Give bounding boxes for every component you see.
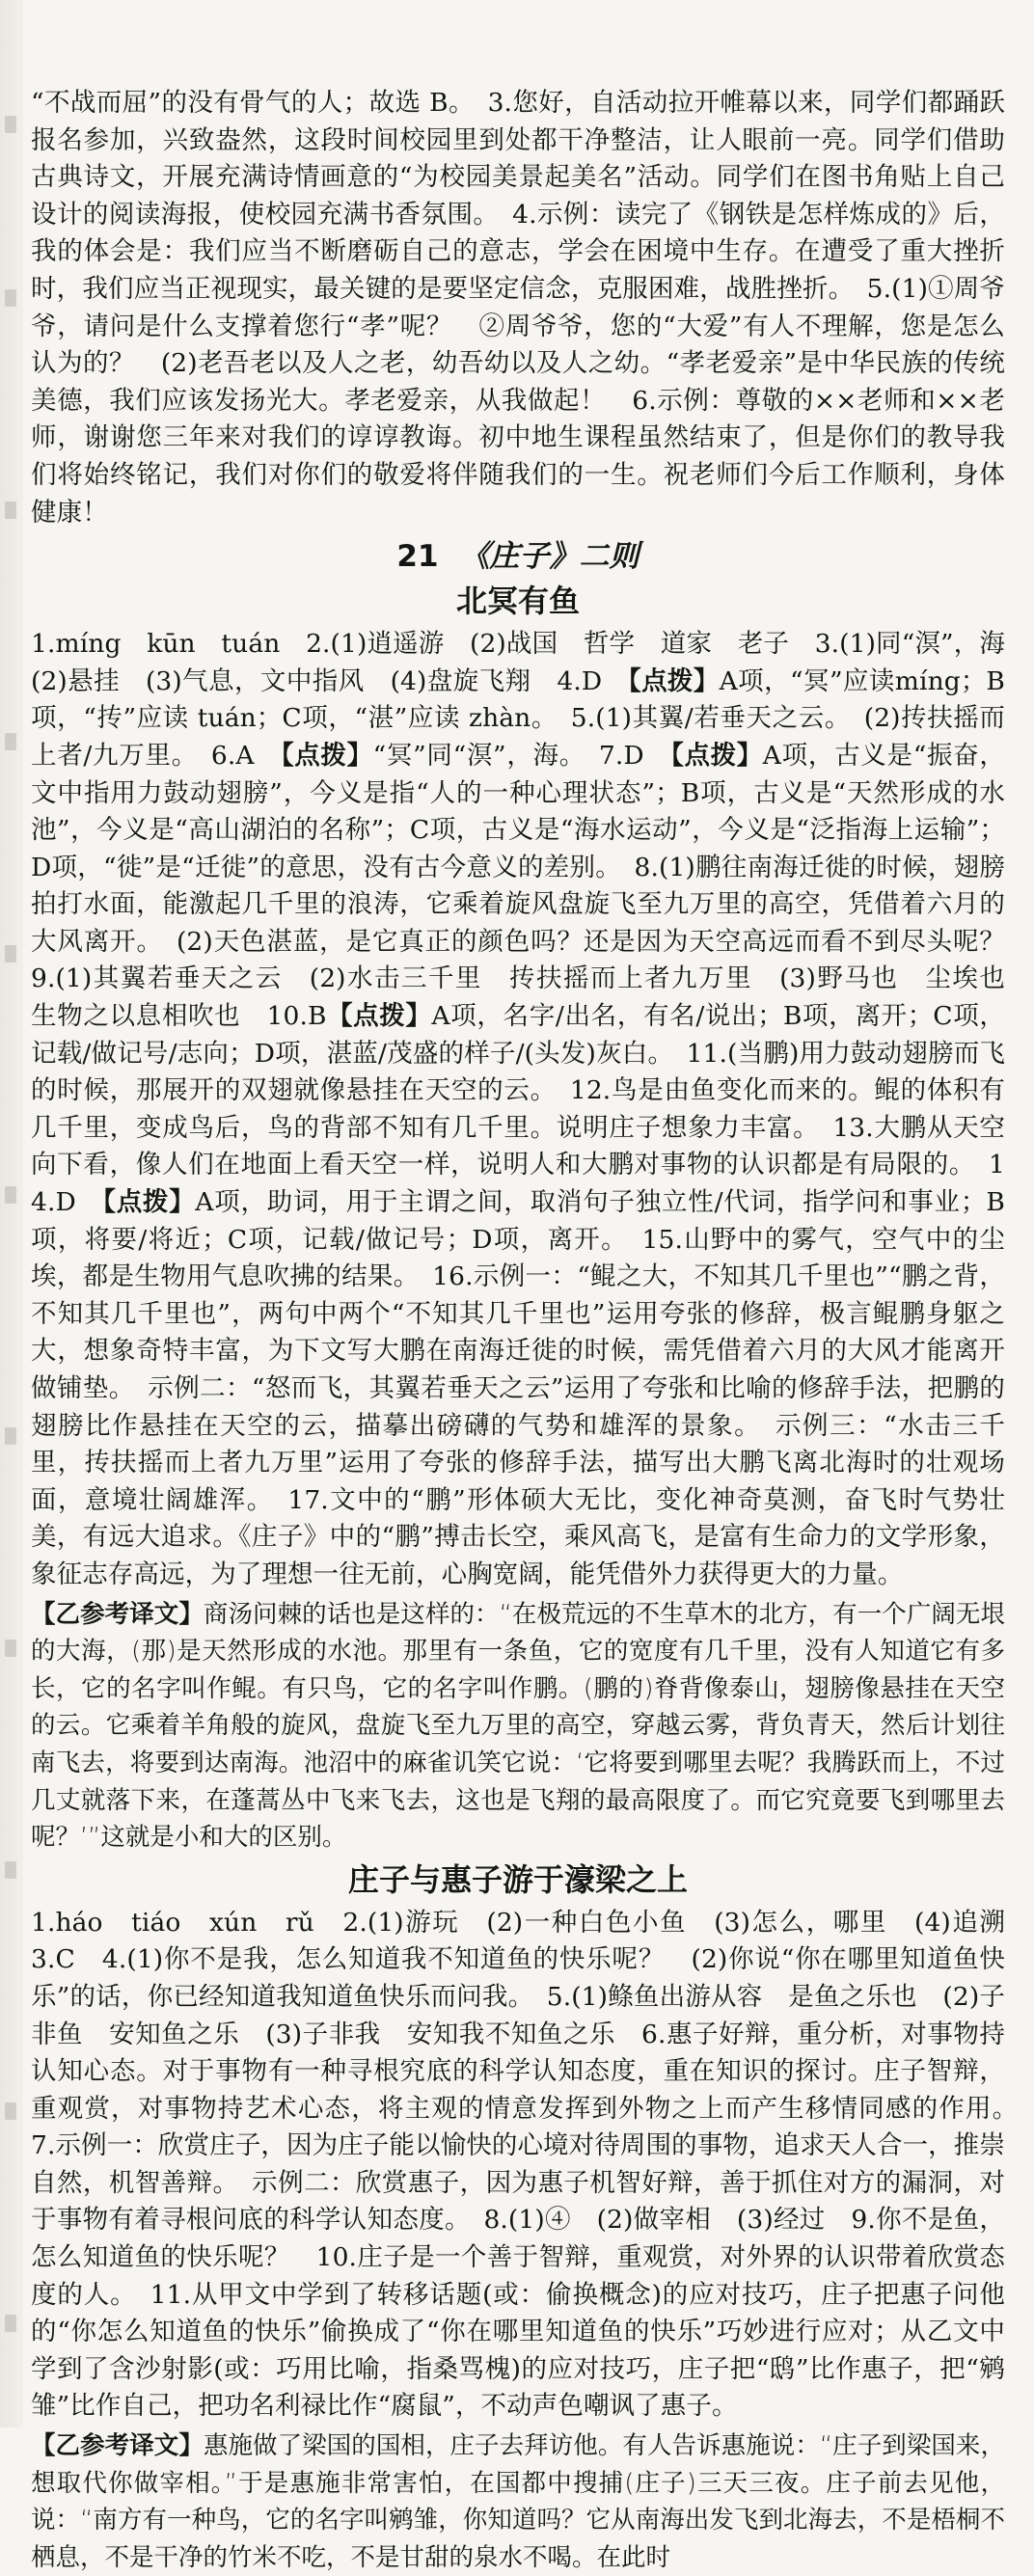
section-21-heading (31, 535, 1005, 578)
tip-badge: 【点拨】 (670, 740, 763, 771)
intro-text: “不战而屈”的没有骨气的人；故选 B。 3.您好，自活动拉开帷幕以来，同学们都踊跃报名参加，兴致盎然，这段时间校园里到处都干净整洁，让人眼前一亮。同学们借助古典诗文，开展充满诗情画意的“为校园美景起美名”活动。同学们在图书角贴上自己设计的阅读海报，使校园充满书香氛围。 4.示例：读完了《钢铁是怎样炼成的》后，我的体会是：我们应当不断磨砺自己的意志，学会在困境中生存。在遭受了重大挫折时，我们应当正视现实，最关键的是要坚定信念，克服困难，战胜挫折。 5.(1)①周爷爷，请问是什么支撑着您行“孝”呢？ ②周爷爷，您的“大爱”有人不理解，您是怎么认为的？ (2)老吾老以及人之老，幼吾幼以及人之幼。“孝老爱亲”是中华民族的传统美德，我们应该发扬光大。孝老爱亲，从我做起！ 6.示例：尊敬的××老师和××老师，谢谢您三年来对我们的谆谆教诲。初中地生课程虽然结束了，但是你们的教导我们将始终铭记，我们对你们的敬爱将伴随我们的一生。祝老师们今后工作顺利，身体健康！ (31, 88, 1005, 528)
part1-answers (31, 626, 1031, 1593)
section-number: 21 (396, 539, 439, 575)
part2-answers (31, 1905, 1031, 2426)
answer-text: “冥”同“溟”，海。 7.D (372, 740, 671, 771)
translation-text: 商汤问棘的话也是这样的：“在极荒远的不生草木的北方，有一个广阔无垠的大海，(那)是天然形成的水池。那里有一条鱼，它的宽度有几千里，没有人知道它有多长，它的名字叫作鲲。有只鸟，它的名字叫作鹏。(鹏的)脊背像泰山，翅膀像悬挂在天空的云。它乘着羊角般的旋风，盘旋飞至九万里的高空，穿越云雾，背负青天，然后计划往南飞去，将要到达南海。池沼中的麻雀讥笑它说：‘它将要到哪里去呢？我腾跃而上，不过几丈就落下来，在蓬蒿丛中飞来飞去，这也是飞翔的最高限度了。而它究竟要飞到哪里去呢？’”这就是小和大的区别。 (31, 1599, 1005, 1853)
tip-badge: 【点拨】 (281, 740, 373, 771)
part1-body (31, 626, 1031, 1593)
answer-text: A项，名字/出名，有名/说出；B项，离开；C项，记载/做记号/志向；D项，湛蓝/茂盛的样子/(头发)灰白。 11.(当鹏)用力鼓动翅膀而飞的时候，那展开的双翅就像悬挂在天空的云。 12.鸟是由鱼变化而来的。鲲的体积有几千里，变成鸟后，鸟的背部不知有几千里。说明庄子想象力丰富。 13.大鹏从天空向下看，像人们在地面上看天空一样，说明人和大鹏对事物的认识都是有局限的。 14.D (31, 1001, 1006, 1218)
translation-tag: 【乙参考译文】 (31, 2431, 204, 2461)
answer-page (31, 85, 1031, 2576)
binding-margin (0, 0, 23, 2427)
tip-badge: 【点拨】 (628, 665, 720, 696)
intro-answers (31, 85, 1005, 531)
translation-tag: 【乙参考译文】 (31, 1599, 204, 1629)
translation-text: 惠施做了梁国的国相，庄子去拜访他。有人告诉惠施说：“庄子到梁国来，想取代你做宰相。”于是惠施非常害怕，在国都中搜捕(庄子)三天三夜。庄子前去见他，说：“南方有一种鸟，它的名字叫鹓雏，你知道吗？它从南海出发飞到北海去，不是梧桐不栖息，不是干净的竹米不吃，不是甘甜的泉水不喝。在此时 (31, 2431, 1005, 2572)
part2-title: 庄子与惠子游于濠梁之上 (347, 1860, 688, 1898)
part2-body: 1.háo tiáo xún rǔ 2.(1)游玩 (2)一种白色小鱼 (3)怎么，哪里 (4)追溯 3.C 4.(1)你不是我，怎么知道我不知道鱼的快乐呢？ (2)你说“你在哪里知道鱼快乐”的话，你已经知道我知道鱼快乐而问我。 5.(1)鲦鱼出游从容 是鱼之乐也 (2)子非鱼 安知鱼之乐 (3)子非我 安知我不知鱼之乐 6.惠子好辩，重分析，对事物持认知心态。对于事物有一种寻根究底的科学认知态度，重在知识的探讨。庄子智辩，重观赏，对事物持艺术心态，将主观的情意发挥到外物之上而产生移情同感的作用。 7.示例一：欣赏庄子，因为庄子能以愉快的心境对待周围的事物，追求天人合一，推崇自然，机智善辩。 示例二：欣赏惠子，因为惠子机智好辩，善于抓住对方的漏洞，对于事物有着寻根问底的科学认知态度。 8.(1)④ (2)做宰相 (3)经过 9.你不是鱼，怎么知道鱼的快乐呢？ 10.庄子是一个善于智辩，重观赏，对外界的认识带着欣赏态度的人。 11.从甲文中学到了转移话题(或：偷换概念)的应对技巧，庄子把惠子问他的“你怎么知道鱼的快乐”偷换成了“你在哪里知道鱼的快乐”巧妙进行应对；从乙文中学到了含沙射影(或：巧用比喻，指桑骂槐)的应对技巧，庄子把“鸱”比作惠子，把“鹓雏”比作自己，把功名利禄比作“腐鼠”，不动声色嘲讽了惠子。 (31, 1907, 1031, 2422)
answer-text: A项，助词，用于主谓之间，取消句子独立性/代词，指学问和事业；B项，将要/将近；C项，记载/做记号；D项，离开。 15.山野中的雾气，空气中的尘埃，都是生物用气息吹拂的结果。 16.示例一：“鲲之大，不知其几千里也”“鹏之背，不知其几千里也”，两句中两个“不知其几千里也”运用夸张的修辞，极言鲲鹏身躯之大，想象奇特丰富，为下文写大鹏在南海迁徙的时候，需凭借着六月的大风才能离开做铺垫。 示例二：“怒而飞，其翼若垂天之云”运用了夸张和比喻的修辞手法，把鹏的翅膀比作悬挂在天空的云，描摹出磅礴的气势和雄浑的景象。 示例三：“水击三千里，抟扶摇而上者九万里”运用了夸张的修辞手法，描写出大鹏飞离北海时的壮观场面，意境壮阔雄浑。 17.文中的“鹏”形体硕大无比，变化神奇莫测，奋飞时气势壮美，有远大追求。《庄子》中的“鹏”搏击长空，乘风高飞，是富有生命力的文学形象，象征志存高远，为了理想一往无前，心胸宽阔，能凭借外力获得更大的力量。 (31, 1187, 1005, 1589)
section-name: 《庄子》二则 (459, 539, 639, 575)
answer-text: A项，“冥”应读míng；B项，“抟”应读 tuán；C项，“湛”应读 zhàn。 5.(1)其翼/若垂天之云。 (2)抟扶摇而上者/九万里。 6.A (31, 665, 1005, 771)
tip-badge: 【点拨】 (102, 1187, 196, 1218)
answer-text: 1.míng kūn tuán 2.(1)逍遥游 (2)战国 哲学 道家 老子 3.(1)同“溟”，海 (2)悬挂 (3)气息，文中指风 (4)盘旋飞翔 4.D (31, 629, 1031, 696)
answer-text: A项，古义是“振奋，文中指用力鼓动翅膀”，今义是指“人的一种心理状态”；B项，古义是“天然形成的水池”，今义是“高山湖泊的名称”；C项，古义是“海水运动”，今义是“泛指海上运输”；D项，“徙”是“迁徙”的意思，没有古今意义的差别。 8.(1)鹏往南海迁徙的时候，翅膀拍打水面，能激起几千里的浪涛，它乘着旋风盘旋飞至九万里的高空，凭借着六月的大风离开。 (2)天色湛蓝，是它真正的颜色吗？还是因为天空高远而看不到尽头呢？ 9.(1)其翼若垂天之云 (2)水击三千里 抟扶摇而上者九万里 (3)野马也 尘埃也 生物之以息相吹也 10.B (31, 740, 1031, 1032)
part1-title: 北冥有鱼 (455, 583, 580, 620)
tip-badge: 【点拨】 (326, 1001, 432, 1032)
part2-translation (31, 2427, 1005, 2576)
part1-translation (31, 1596, 1005, 1857)
